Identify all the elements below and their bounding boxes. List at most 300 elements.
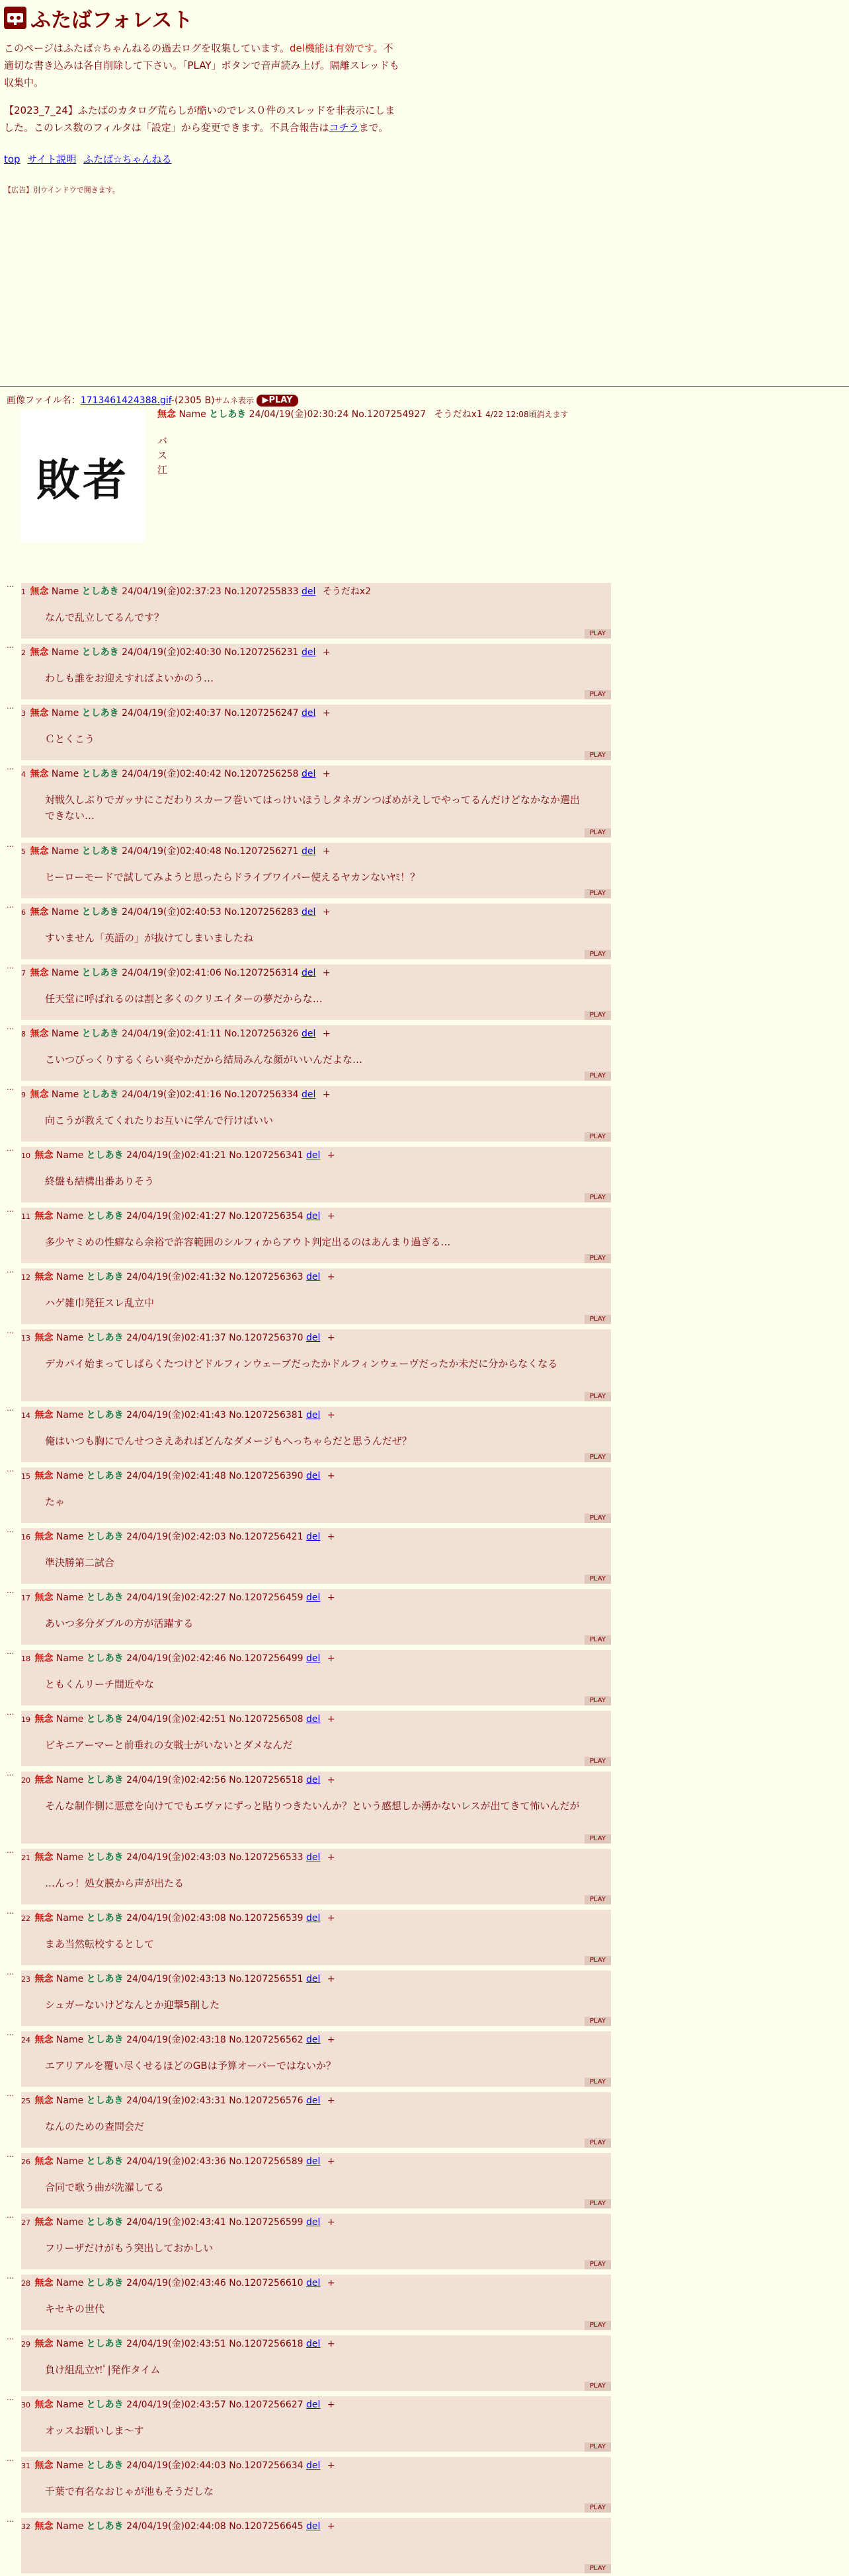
- del-link[interactable]: del: [306, 1471, 321, 1481]
- reply-datetime: 24/04/19(金)02:43:03 No.1207256533: [126, 1852, 303, 1863]
- reply-datetime: 24/04/19(金)02:37:23 No.1207255833: [122, 586, 299, 597]
- reply-marker: …: [7, 1266, 14, 1274]
- del-link[interactable]: del: [306, 2460, 321, 2471]
- reply-box: [21, 583, 611, 639]
- reply-item: [7, 2089, 611, 2150]
- reply-header: 5 無念 Name としあき 24/04/19(金)02:40:48 No.1207256271 del +: [21, 846, 331, 857]
- reply-text: 合同で歌う曲が洗濯してる: [45, 2181, 165, 2193]
- op-thumbnail[interactable]: 敗者: [20, 410, 145, 542]
- del-link[interactable]: del: [306, 2095, 321, 2106]
- reply-datetime: 24/04/19(金)02:43:08 No.1207256539: [126, 1913, 303, 1924]
- reply-datetime: 24/04/19(金)02:41:11 No.1207256326: [122, 1029, 299, 1039]
- sodane-button[interactable]: +: [322, 907, 331, 917]
- reply-item: [7, 962, 611, 1023]
- reply-number: 31: [21, 2462, 30, 2470]
- reply-marker: …: [7, 1907, 14, 1916]
- reply-datetime: 24/04/19(金)02:43:31 No.1207256576: [126, 2095, 303, 2106]
- sodane-button[interactable]: +: [327, 1775, 335, 1785]
- sodane-button[interactable]: +: [327, 2339, 335, 2349]
- sodane-button[interactable]: +: [327, 2278, 335, 2288]
- sodane-button[interactable]: +: [327, 1532, 335, 1542]
- reply-number: 1: [21, 588, 26, 596]
- reply-play-button[interactable]: PLAY: [585, 2078, 611, 2087]
- sodane-button[interactable]: +: [327, 1272, 335, 1282]
- reply-text: まあ当然転校するとして: [45, 1938, 155, 1950]
- reply-item: [7, 1404, 611, 1465]
- reply-number: 20: [21, 1776, 30, 1785]
- reply-header: 20 無念 Name としあき 24/04/19(金)02:42:56 No.1207256518 del +: [21, 1775, 335, 1785]
- reply-marker: …: [7, 1023, 14, 1031]
- reply-text: 負け組乱立ﾔ!ﾟ|発作タイム: [45, 2364, 161, 2376]
- reply-text: 任天堂に呼ばれるのは割と多くのクリエイターの夢だからな…: [45, 993, 323, 1005]
- reply-header: 7 無念 Name としあき 24/04/19(金)02:41:06 No.1207256314 del +: [21, 968, 331, 978]
- reply-box: [21, 904, 611, 959]
- del-link[interactable]: del: [306, 1272, 321, 1282]
- reply-play-button[interactable]: PLAY: [585, 1834, 611, 1844]
- reply-box: [21, 765, 611, 838]
- reply-header: 10 無念 Name としあき 24/04/19(金)02:41:21 No.1207256341 del +: [21, 1150, 335, 1161]
- reply-box: [21, 2457, 611, 2513]
- title-bar: [4, 4, 401, 32]
- reply-header: 1 無念 Name としあき 24/04/19(金)02:37:23 No.1207255833 del そうだねx2: [21, 586, 372, 597]
- reply-item: [7, 1023, 611, 1083]
- reply-number: 22: [21, 1914, 30, 1923]
- reply-datetime: 24/04/19(金)02:43:13 No.1207256551: [126, 1974, 303, 1984]
- reply-header: 22 無念 Name としあき 24/04/19(金)02:43:08 No.1207256539 del +: [21, 1913, 335, 1924]
- reply-datetime: 24/04/19(金)02:42:03 No.1207256421: [126, 1532, 303, 1542]
- reply-datetime: 24/04/19(金)02:41:43 No.1207256381: [126, 1410, 303, 1421]
- reply-header: 27 無念 Name としあき 24/04/19(金)02:43:41 No.1207256599 del +: [21, 2217, 335, 2228]
- reply-number: 27: [21, 2218, 30, 2227]
- reply-number: 26: [21, 2158, 30, 2166]
- sodane-button[interactable]: +: [327, 2217, 335, 2228]
- reply-marker: …: [7, 641, 14, 650]
- del-link[interactable]: del: [306, 2156, 321, 2167]
- reply-marker: …: [7, 2150, 14, 2159]
- reply-play-button[interactable]: PLAY: [585, 2442, 611, 2452]
- reply-box: [21, 705, 611, 760]
- expire-text: 4/22 12:08頃消えます: [485, 410, 569, 419]
- reply-play-button[interactable]: PLAY: [585, 2564, 611, 2573]
- reply-datetime: 24/04/19(金)02:41:32 No.1207256363: [126, 1272, 303, 1282]
- reply-text: ともくんリーチ間近やな: [45, 1678, 155, 1690]
- reply-header: 15 無念 Name としあき 24/04/19(金)02:41:48 No.1207256390 del +: [21, 1471, 335, 1481]
- del-link[interactable]: del: [306, 1211, 321, 1222]
- reply-marker: …: [7, 1846, 14, 1855]
- reply-number: 17: [21, 1594, 30, 1602]
- reply-number: 6: [21, 908, 26, 917]
- reply-item: [7, 2211, 611, 2272]
- reply-header: 6 無念 Name としあき 24/04/19(金)02:40:53 No.1207256283 del +: [21, 907, 331, 917]
- del-link[interactable]: del: [306, 1913, 321, 1924]
- sodane-button[interactable]: +: [322, 1089, 331, 1100]
- reply-datetime: 24/04/19(金)02:41:48 No.1207256390: [126, 1471, 303, 1481]
- del-link[interactable]: del: [306, 1653, 321, 1664]
- reply-marker: …: [7, 962, 14, 970]
- reply-play-button[interactable]: PLAY: [585, 751, 611, 760]
- reply-number: 11: [21, 1212, 30, 1221]
- file-link[interactable]: 1713461424388.gif: [80, 395, 171, 406]
- file-info: 画像ファイル名：1713461424388.gif-(2305 B)サムネ表示 ▶PLAY: [7, 394, 840, 407]
- reply-box: [21, 1208, 611, 1263]
- reply-marker: …: [7, 2089, 14, 2098]
- reply-box: [21, 2153, 611, 2208]
- reply-text: なんで乱立してるんです？: [45, 611, 165, 623]
- reply-box: [21, 1971, 611, 2026]
- reply-marker: …: [7, 1144, 14, 1153]
- reply-item: [7, 1327, 611, 1404]
- op-play-button[interactable]: ▶PLAY: [257, 395, 298, 407]
- nav-links: [4, 152, 401, 166]
- reply-header: 29 無念 Name としあき 24/04/19(金)02:43:51 No.1207256618 del +: [21, 2339, 335, 2349]
- reply-header: 21 無念 Name としあき 24/04/19(金)02:43:03 No.1207256533 del +: [21, 1852, 335, 1863]
- reply-item: [7, 2333, 611, 2394]
- notice-text: 【2023_7_24】ふたばのカタログ荒らしが酷いのでレス０件のスレッドを非表示にしました。このレス数のフィルタは「設定」から変更できます。不具合報告はコチラまで。: [4, 104, 395, 134]
- sodane-button[interactable]: +: [322, 647, 331, 658]
- nav-futaba-link[interactable]: ふたば☆ちゃんねる: [83, 153, 172, 165]
- del-link[interactable]: del: [302, 769, 316, 779]
- reply-marker: …: [7, 2029, 14, 2037]
- sodane-button[interactable]: +: [327, 1714, 335, 1725]
- reply-marker: …: [7, 2272, 14, 2281]
- reply-play-button[interactable]: PLAY: [585, 2503, 611, 2513]
- del-link[interactable]: del: [306, 2339, 321, 2349]
- reply-box: [21, 2518, 611, 2573]
- reply-play-button[interactable]: PLAY: [585, 690, 611, 699]
- reply-header: 24 無念 Name としあき 24/04/19(金)02:43:18 No.1207256562 del +: [21, 2035, 335, 2045]
- reply-play-button[interactable]: PLAY: [585, 950, 611, 959]
- reply-datetime: 24/04/19(金)02:43:18 No.1207256562: [126, 2035, 303, 2045]
- reply-marker: …: [7, 763, 14, 771]
- sodane-button[interactable]: そうだねx2: [322, 586, 372, 597]
- reply-play-button[interactable]: PLAY: [585, 1132, 611, 1142]
- del-link[interactable]: del: [306, 2217, 321, 2228]
- reply-number: 25: [21, 2097, 30, 2105]
- reply-marker: …: [7, 1205, 14, 1214]
- reply-datetime: 24/04/19(金)02:43:51 No.1207256618: [126, 2339, 303, 2349]
- nav-top-link[interactable]: top: [4, 153, 20, 165]
- reply-number: 24: [21, 2036, 30, 2045]
- del-link[interactable]: del: [306, 1592, 321, 1603]
- reply-header: 32 無念 Name としあき 24/04/19(金)02:44:08 No.1207256645 del +: [21, 2521, 335, 2532]
- reply-text: あいつ多分ダブルの方が活躍する: [45, 1618, 194, 1629]
- del-link[interactable]: del: [306, 2521, 321, 2532]
- del-link[interactable]: del: [306, 2035, 321, 2045]
- reply-play-button[interactable]: PLAY: [585, 1696, 611, 1705]
- sodane-button[interactable]: そうだねx1: [434, 409, 483, 420]
- reply-play-button[interactable]: PLAY: [585, 1072, 611, 1081]
- ad-notice: 【広告】別ウインドウで開きます。: [4, 186, 120, 194]
- sodane-button[interactable]: +: [327, 1211, 335, 1222]
- reply-datetime: 24/04/19(金)02:41:27 No.1207256354: [126, 1211, 303, 1222]
- reply-box: [21, 1910, 611, 1965]
- reply-number: 14: [21, 1411, 30, 1420]
- reply-marker: …: [7, 1083, 14, 1092]
- reply-number: 16: [21, 1533, 30, 1542]
- reply-marker: …: [7, 2211, 14, 2220]
- reply-number: 10: [21, 1151, 30, 1160]
- reply-marker: …: [7, 1708, 14, 1717]
- reply-datetime: 24/04/19(金)02:42:56 No.1207256518: [126, 1775, 303, 1785]
- reply-number: 28: [21, 2279, 30, 2288]
- reply-number: 23: [21, 1975, 30, 1984]
- reply-play-button[interactable]: PLAY: [585, 1635, 611, 1645]
- sodane-button[interactable]: +: [327, 2095, 335, 2106]
- nav-about-link[interactable]: サイト説明: [27, 153, 77, 165]
- reply-play-button[interactable]: PLAY: [585, 1757, 611, 1766]
- reply-datetime: 24/04/19(金)02:40:48 No.1207256271: [122, 846, 299, 857]
- reply-text: オッスお願いしま～す: [45, 2425, 144, 2437]
- sodane-button[interactable]: +: [327, 1592, 335, 1603]
- reply-header: 14 無念 Name としあき 24/04/19(金)02:41:43 No.1207256381 del +: [21, 1410, 335, 1421]
- reply-item: [7, 580, 611, 641]
- del-link[interactable]: del: [306, 2278, 321, 2288]
- reply-box: [21, 1528, 611, 1584]
- thumb-label: サムネ表示: [214, 396, 254, 405]
- reply-item: [7, 2029, 611, 2089]
- reply-list: [7, 580, 611, 2576]
- reply-datetime: 24/04/19(金)02:42:46 No.1207256499: [126, 1653, 303, 1664]
- reply-number: 5: [21, 847, 26, 856]
- reply-play-button[interactable]: PLAY: [585, 1895, 611, 1904]
- sodane-button[interactable]: +: [327, 1852, 335, 1863]
- del-link[interactable]: del: [306, 1532, 321, 1542]
- del-link[interactable]: del: [306, 2400, 321, 2410]
- reply-marker: …: [7, 1404, 14, 1413]
- reply-text: Ｃとくこう: [45, 733, 95, 745]
- del-link[interactable]: del: [302, 708, 316, 719]
- sodane-button[interactable]: +: [327, 1333, 335, 1343]
- reply-play-button[interactable]: PLAY: [585, 1956, 611, 1965]
- reply-text: フリーザだけがもう突出しておかしい: [45, 2242, 214, 2254]
- reply-number: 7: [21, 969, 26, 978]
- reply-header: 12 無念 Name としあき 24/04/19(金)02:41:32 No.1207256363 del +: [21, 1272, 335, 1282]
- reply-datetime: 24/04/19(金)02:43:46 No.1207256610: [126, 2278, 303, 2288]
- reply-item: [7, 2515, 611, 2576]
- del-link[interactable]: del: [306, 1410, 321, 1421]
- reply-play-button[interactable]: PLAY: [585, 1315, 611, 1324]
- reply-header: 17 無念 Name としあき 24/04/19(金)02:42:27 No.1207256459 del +: [21, 1592, 335, 1603]
- reply-text: デカパイ始まってしばらくたつけどドルフィンウェーブだったかドルフィンウェーヴだったか未だに分からなくなる: [45, 1358, 558, 1370]
- reply-box: [21, 1407, 611, 1462]
- reply-marker: …: [7, 901, 14, 910]
- del-link[interactable]: del: [302, 647, 316, 658]
- sodane-button[interactable]: +: [327, 1410, 335, 1421]
- reply-header: 4 無念 Name としあき 24/04/19(金)02:40:42 No.1207256258 del +: [21, 769, 331, 779]
- reply-item: [7, 702, 611, 763]
- reply-box: [21, 1025, 611, 1081]
- del-link[interactable]: del: [302, 1089, 316, 1100]
- reply-box: [21, 1147, 611, 1202]
- reply-number: 9: [21, 1091, 26, 1099]
- reply-play-button[interactable]: PLAY: [585, 2260, 611, 2269]
- reply-header: 19 無念 Name としあき 24/04/19(金)02:42:51 No.1207256508 del +: [21, 1714, 335, 1725]
- reply-header: 13 無念 Name としあき 24/04/19(金)02:41:37 No.1207256370 del +: [21, 1333, 335, 1343]
- reply-datetime: 24/04/19(金)02:42:51 No.1207256508: [126, 1714, 303, 1725]
- bug-report-link[interactable]: コチラ: [329, 122, 359, 134]
- reply-play-button[interactable]: PLAY: [585, 1254, 611, 1263]
- reply-item: [7, 1205, 611, 1266]
- reply-header: 18 無念 Name としあき 24/04/19(金)02:42:46 No.1207256499 del +: [21, 1653, 335, 1664]
- reply-box: [21, 2275, 611, 2330]
- reply-box: [21, 2335, 611, 2391]
- reply-item: [7, 1144, 611, 1205]
- reply-play-button[interactable]: PLAY: [585, 1514, 611, 1523]
- reply-text: たゃ: [45, 1496, 65, 1508]
- reply-text: …んっ！処女膜から声が出たる: [45, 1877, 184, 1889]
- reply-number: 2: [21, 648, 26, 657]
- reply-box: [21, 1268, 611, 1324]
- reply-box: [21, 2396, 611, 2452]
- reply-header: 9 無念 Name としあき 24/04/19(金)02:41:16 No.1207256334 del +: [21, 1089, 331, 1100]
- reply-item: [7, 1586, 611, 1647]
- reply-header: 30 無念 Name としあき 24/04/19(金)02:43:57 No.1207256627 del +: [21, 2400, 335, 2410]
- reply-number: 19: [21, 1715, 30, 1724]
- reply-header: 25 無念 Name としあき 24/04/19(金)02:43:31 No.1207256576 del +: [21, 2095, 335, 2106]
- del-link[interactable]: del: [302, 907, 316, 917]
- reply-box: [21, 1086, 611, 1142]
- reply-marker: …: [7, 1769, 14, 1777]
- reply-item: [7, 2150, 611, 2211]
- reply-item: [7, 1526, 611, 1586]
- divider: [0, 386, 849, 387]
- sodane-button[interactable]: +: [327, 1471, 335, 1481]
- reply-box: [21, 1467, 611, 1523]
- reply-play-button[interactable]: PLAY: [585, 1575, 611, 1584]
- reply-text: シュガーないけどなんとか迎撃5削した: [45, 1999, 220, 2011]
- del-link[interactable]: del: [306, 1333, 321, 1343]
- del-link[interactable]: del: [306, 1150, 321, 1161]
- sodane-button[interactable]: +: [327, 1913, 335, 1924]
- site-title[interactable]: ふたばフォレスト: [30, 8, 193, 32]
- reply-item: [7, 840, 611, 901]
- del-link[interactable]: del: [302, 1029, 316, 1039]
- reply-item: [7, 1907, 611, 1968]
- reply-datetime: 24/04/19(金)02:43:57 No.1207256627: [126, 2400, 303, 2410]
- del-link[interactable]: del: [302, 846, 316, 857]
- reply-marker: …: [7, 1526, 14, 1534]
- reply-item: [7, 1968, 611, 2029]
- reply-number: 21: [21, 1854, 30, 1862]
- intro-text: このページはふたば☆ちゃんねるの過去ログを収集しています。del機能は有効です。不適切な書き込みは各自削除して下さい。「PLAY」ボタンで音声読み上げ。隔離スレッドも収集中。: [4, 42, 399, 89]
- reply-datetime: 24/04/19(金)02:42:27 No.1207256459: [126, 1592, 303, 1603]
- page-header: [0, 0, 405, 195]
- sodane-button[interactable]: +: [322, 846, 331, 857]
- sodane-button[interactable]: +: [327, 1653, 335, 1664]
- reply-item: [7, 901, 611, 962]
- op-header: 無念 Name としあき 24/04/19(金)02:30:24 No.1207254927 そうだねx1 4/22 12:08頃消えます: [157, 409, 569, 420]
- reply-play-button[interactable]: PLAY: [585, 2199, 611, 2208]
- reply-datetime: 24/04/19(金)02:44:08 No.1207256645: [126, 2521, 303, 2532]
- sodane-button[interactable]: +: [322, 708, 331, 719]
- reply-header: 23 無念 Name としあき 24/04/19(金)02:43:13 No.1207256551 del +: [21, 1974, 335, 1984]
- del-notice: del機能は有効です。: [289, 42, 384, 54]
- del-link[interactable]: del: [302, 968, 316, 978]
- reply-play-button[interactable]: PLAY: [585, 2138, 611, 2148]
- reply-item: [7, 2272, 611, 2333]
- reply-datetime: 24/04/19(金)02:41:37 No.1207256370: [126, 1333, 303, 1343]
- del-link[interactable]: del: [306, 1775, 321, 1785]
- reply-text: こいつびっくりするくらい爽やかだから結局みんな顔がいいんだよな…: [45, 1054, 363, 1066]
- reply-box: [21, 644, 611, 699]
- del-link[interactable]: del: [306, 1714, 321, 1725]
- sodane-button[interactable]: +: [322, 968, 331, 978]
- reply-text: 俺はいつも胸にでんせつさえあればどんなダメージもへっちゃらだと思うんだぜ？: [45, 1435, 412, 1447]
- sodane-button[interactable]: +: [327, 1150, 335, 1161]
- del-link[interactable]: del: [306, 1974, 321, 1984]
- reply-play-button[interactable]: PLAY: [585, 828, 611, 838]
- reply-item: [7, 2394, 611, 2454]
- reply-text: エアリアルを覆い尽くせるほどのGBは予算オーバーではないか？: [45, 2060, 336, 2072]
- reply-play-button[interactable]: PLAY: [585, 1392, 611, 1401]
- reply-marker: …: [7, 1647, 14, 1656]
- reply-marker: …: [7, 2454, 14, 2463]
- reply-box: [21, 2092, 611, 2148]
- reply-header: 3 無念 Name としあき 24/04/19(金)02:40:37 No.1207256247 del +: [21, 708, 331, 719]
- sodane-button[interactable]: +: [322, 769, 331, 779]
- op-body: バ ス 江: [157, 435, 168, 476]
- reply-marker: …: [7, 2394, 14, 2402]
- reply-number: 3: [21, 709, 26, 718]
- reply-play-button[interactable]: PLAY: [585, 2017, 611, 2026]
- reply-marker: …: [7, 702, 14, 711]
- reply-datetime: 24/04/19(金)02:41:16 No.1207256334: [122, 1089, 299, 1100]
- reply-item: [7, 1083, 611, 1144]
- sodane-button[interactable]: +: [327, 2156, 335, 2167]
- reply-header: 26 無念 Name としあき 24/04/19(金)02:43:36 No.1207256589 del +: [21, 2156, 335, 2167]
- reply-marker: …: [7, 580, 14, 589]
- reply-box: [21, 843, 611, 898]
- reply-play-button[interactable]: PLAY: [585, 2321, 611, 2330]
- del-link[interactable]: del: [302, 586, 316, 597]
- sodane-button[interactable]: +: [327, 1974, 335, 1984]
- reply-play-button[interactable]: PLAY: [585, 1193, 611, 1202]
- reply-text: わしも誰をお迎えすればよいかのう…: [45, 672, 214, 684]
- reply-number: 15: [21, 1472, 30, 1481]
- reply-play-button[interactable]: PLAY: [585, 2382, 611, 2391]
- reply-box: [21, 1711, 611, 1766]
- reply-text: ハゲ雑巾発狂スレ乱立中: [45, 1297, 155, 1309]
- sodane-button[interactable]: +: [327, 2460, 335, 2471]
- del-link[interactable]: del: [306, 1852, 321, 1863]
- reply-datetime: 24/04/19(金)02:41:06 No.1207256314: [122, 968, 299, 978]
- reply-text: ビキニアーマーと前垂れの女戦士がいないとダメなんだ: [45, 1739, 293, 1751]
- reply-number: 29: [21, 2340, 30, 2349]
- reply-marker: …: [7, 2515, 14, 2524]
- reply-header: 2 無念 Name としあき 24/04/19(金)02:40:30 No.1207256231 del +: [21, 647, 331, 658]
- reply-box: [21, 964, 611, 1020]
- sodane-button[interactable]: +: [327, 2400, 335, 2410]
- reply-item: [7, 1465, 611, 1526]
- sodane-button[interactable]: +: [327, 2035, 335, 2045]
- reply-header: 8 無念 Name としあき 24/04/19(金)02:41:11 No.1207256326 del +: [21, 1029, 331, 1039]
- reply-text: そんな制作側に悪意を向けてでもエヴァにずっと貼りつきたいんか？という感想しか湧かないレスが出てきて怖いんだが: [45, 1800, 580, 1812]
- reply-play-button[interactable]: PLAY: [585, 889, 611, 898]
- reply-play-button[interactable]: PLAY: [585, 1453, 611, 1462]
- reply-text: ヒーローモードで試してみようと思ったらドライブワイパー使えるヤカンないﾔﾐ！？: [45, 871, 421, 883]
- reply-box: [21, 1849, 611, 1904]
- reply-text: なんのための查問会だ: [45, 2121, 145, 2132]
- sodane-button[interactable]: +: [322, 1029, 331, 1039]
- reply-datetime: 24/04/19(金)02:41:21 No.1207256341: [126, 1150, 303, 1161]
- reply-play-button[interactable]: PLAY: [585, 629, 611, 639]
- reply-box: [21, 1772, 611, 1844]
- reply-box: [21, 1589, 611, 1645]
- reply-box: [21, 2214, 611, 2269]
- reply-play-button[interactable]: PLAY: [585, 1011, 611, 1020]
- sodane-button[interactable]: +: [327, 2521, 335, 2532]
- reply-item: [7, 641, 611, 702]
